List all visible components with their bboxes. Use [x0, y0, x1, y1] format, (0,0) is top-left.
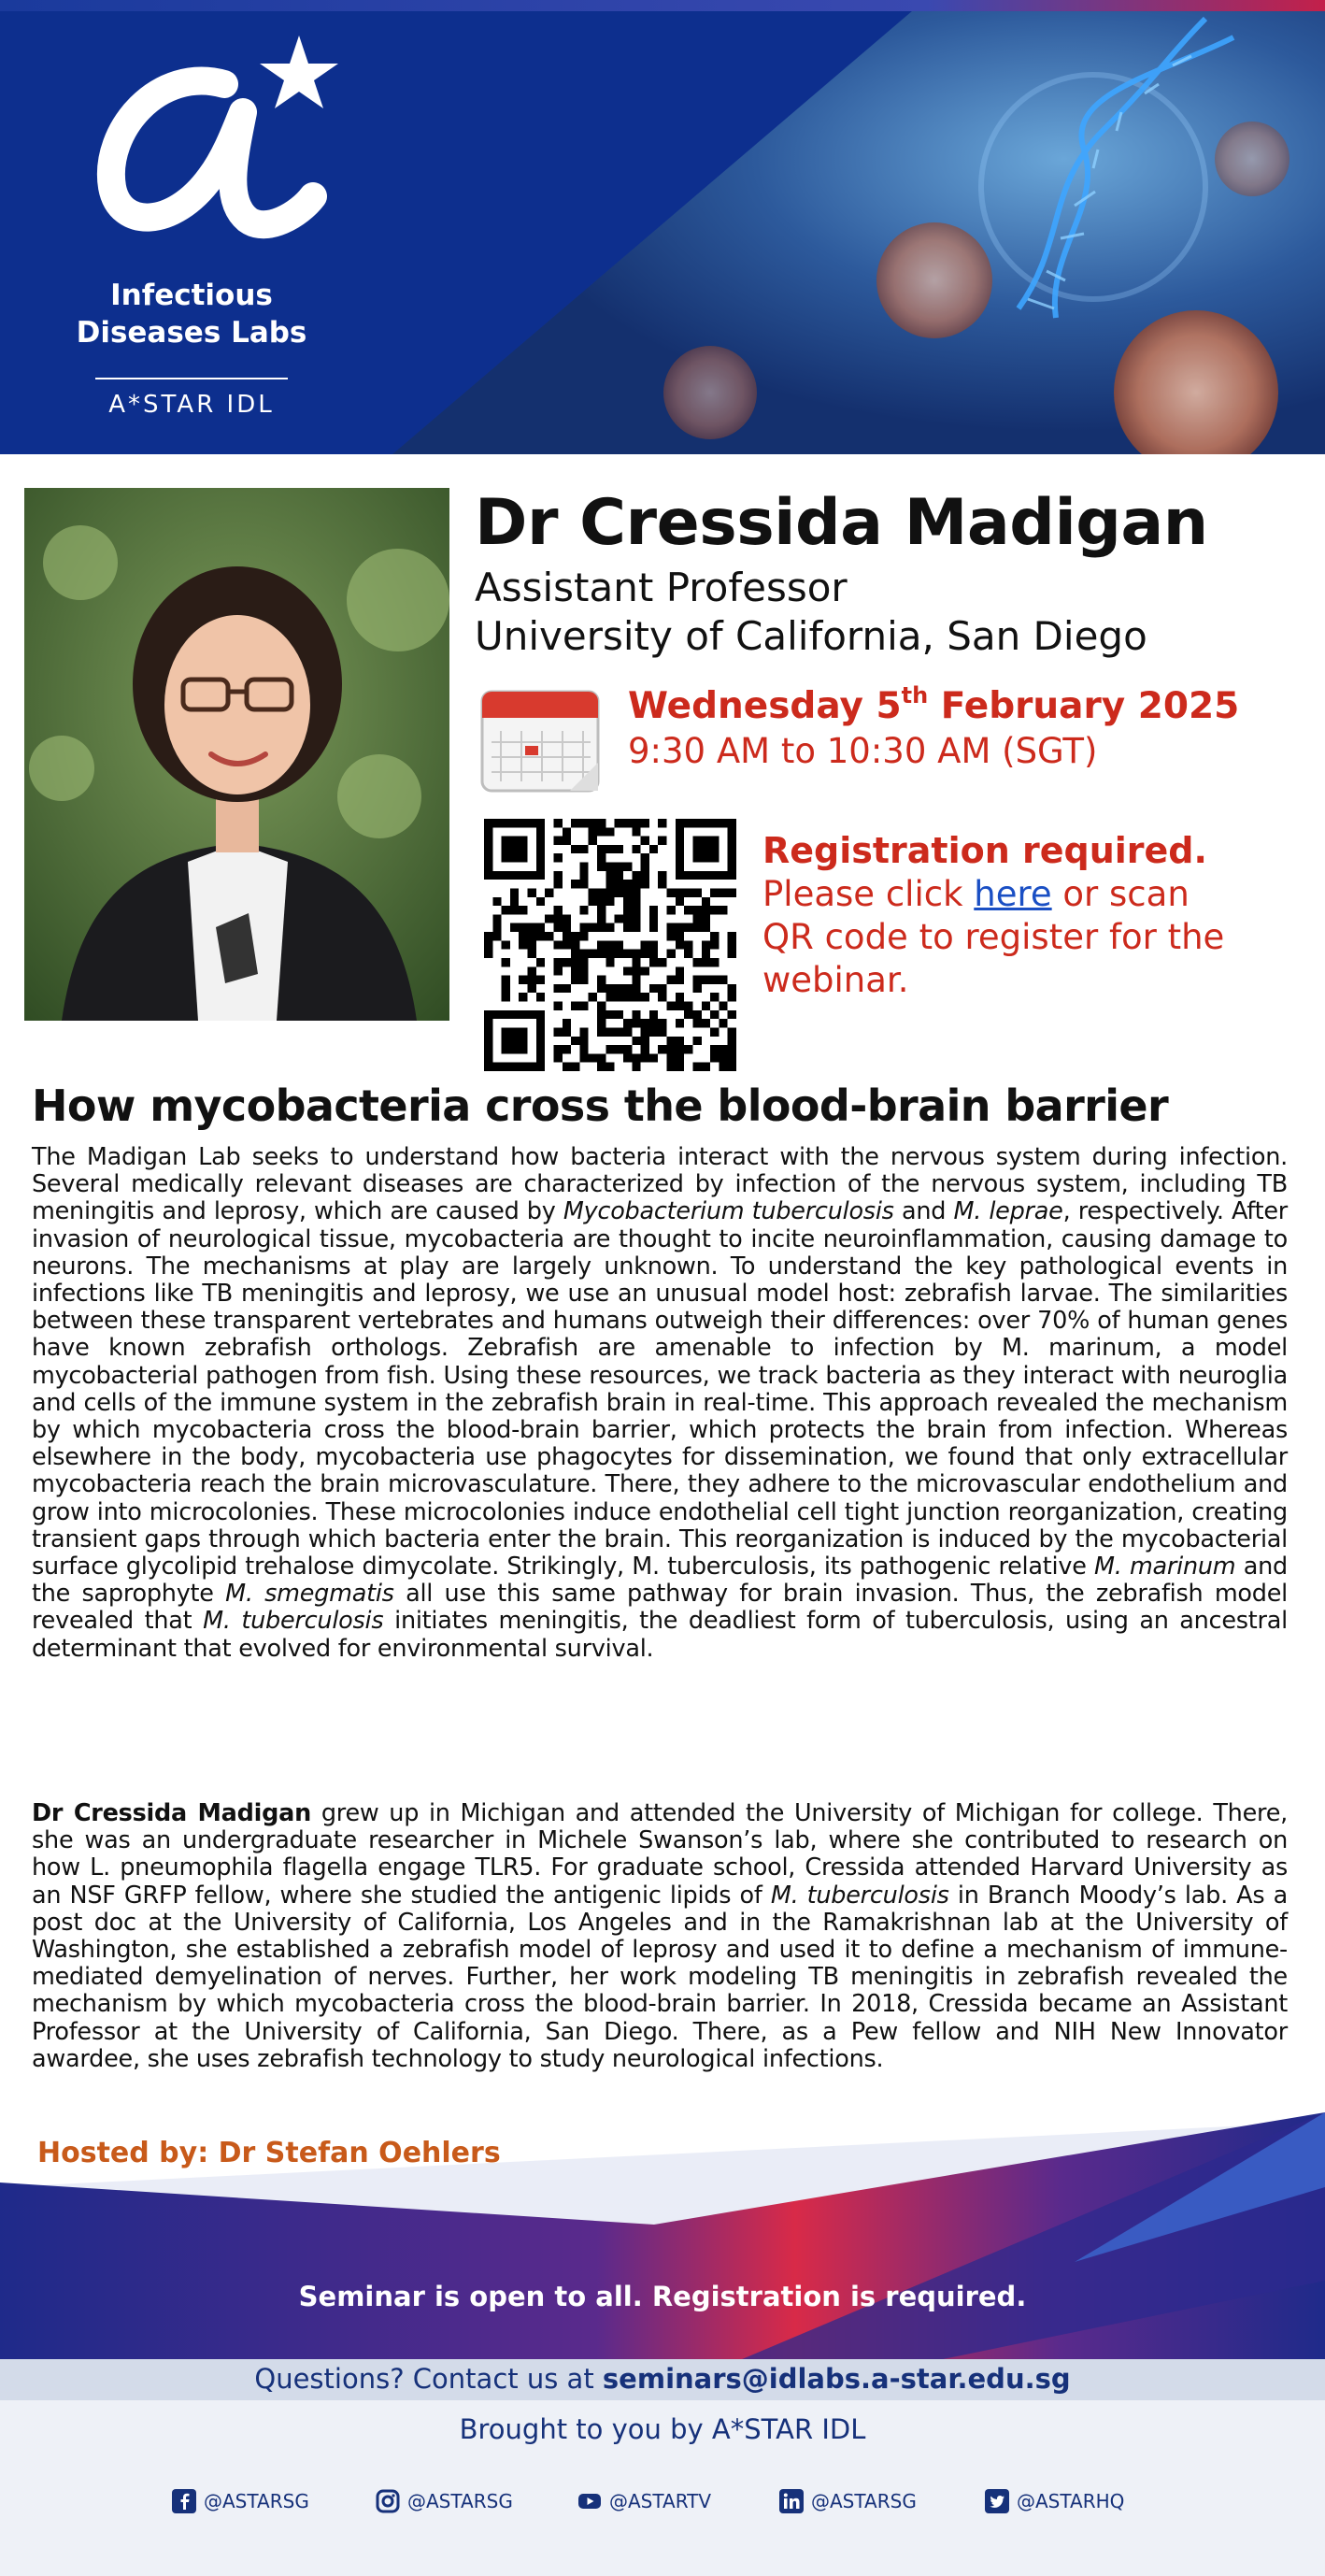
- social-handle: @ASTARHQ: [1017, 2490, 1125, 2512]
- twitter-icon: [985, 2489, 1009, 2513]
- social-twitter[interactable]: [985, 2483, 1124, 2520]
- brought-by: Brought to you by A*STAR IDL: [459, 2413, 866, 2445]
- social-instagram[interactable]: [376, 2483, 513, 2520]
- astar-a-logo-icon: [84, 28, 355, 252]
- bio-run: M. tuberculosis: [770, 1881, 949, 1910]
- talk.abstract-run: and the saprophyte: [32, 1553, 1288, 1609]
- talk.abstract-run: M. tuberculosis: [203, 1607, 384, 1636]
- speaker-affiliation: University of California, San Diego: [475, 613, 1147, 659]
- open-to-all-notice: Seminar is open to all. Registration is required.: [298, 2281, 1027, 2312]
- logo-subtitle: A*STAR IDL: [108, 391, 275, 419]
- speaker-title: Assistant Professor: [475, 565, 848, 610]
- youtube-icon: [577, 2489, 602, 2513]
- talk.abstract-run: initiates meningitis, the deadliest form of tuberculosis, using an ancestral determinant that evolved for environmental survival.: [32, 1607, 1288, 1663]
- calendar-icon: [478, 684, 604, 794]
- talk.abstract-run: Mycobacterium tuberculosis: [563, 1197, 894, 1226]
- talk.abstract-run: M. leprae: [953, 1197, 1063, 1226]
- talk.abstract-run: and: [893, 1197, 954, 1226]
- contact-email-link[interactable]: seminars@idlabs.a-star.edu.sg: [602, 2363, 1071, 2395]
- bio-run: grew up in Michigan and attended the University of Michigan for college. There, she was an undergraduate researcher in Michele Swanson’s lab, where she contributed to research on how L. pneumophila flagella engage TLR5. For graduate school, Cressida attended Harvard University as an NSF GRFP fellow, where she studied the antigenic lipids of: [32, 1799, 1288, 1910]
- host-line: Hosted by: Dr Stefan Oehlers: [37, 2137, 501, 2169]
- instagram-icon: [376, 2489, 400, 2513]
- social-handle: @ASTARSG: [811, 2490, 917, 2512]
- social-handle: @ASTARTV: [609, 2490, 712, 2512]
- speaker-portrait-image: [24, 488, 449, 1021]
- social-links: [0, 2483, 1325, 2520]
- logo-line-1: Infectious: [110, 279, 273, 312]
- linkedin-icon: [779, 2489, 804, 2513]
- talk-abstract: [32, 1144, 1288, 1663]
- registration-qr-code[interactable]: [484, 819, 736, 1071]
- social-handle: @ASTARSG: [204, 2490, 309, 2512]
- bio-run: Dr Cressida Madigan: [32, 1799, 312, 1827]
- social-facebook[interactable]: [172, 2483, 309, 2520]
- astar-idl-logo: [56, 28, 327, 430]
- event-date: Wednesday 5th February 2025: [628, 682, 1240, 727]
- footer-background-art: [0, 2084, 1325, 2365]
- bio-run: in Branch Moody’s lab. As a post doc at the University of California, Los Angeles and in the Ramakrishnan lab at the University of Washington, she established a zebrafish model of leprosy and used it to define a mechanism of immune-mediated demyelination of nerves. Further, her work modeling TB meningitis in zebrafish revealed the mechanism by which mycobacteria cross the blood-brain barrier. In 2018, Cressida became an Assistant Professor at the University of California, San Diego. There, as a Pew fellow and NIH New Innovator awardee, she uses zebrafish technology to study neurological infections.: [32, 1881, 1289, 2073]
- social-linkedin[interactable]: [779, 2483, 917, 2520]
- facebook-icon: [172, 2489, 196, 2513]
- speaker-bio: [32, 1800, 1288, 2073]
- talk.abstract-run: , respectively. After invasion of neurological tissue, mycobacteria are thought to incite neuroinflammation, causing damage to neurons. The mechanisms at play are largely unknown. To understand the key pathological events in infections like TB meningitis and leprosy, we use an unusual model host: zebrafish larvae. The similarities between these transparent vertebrates and humans outweigh their differences: over 70% of human genes have known zebrafish orthologs. Zebrafish are amenable to infection by M. marinum, a model mycobacterial pathogen from fish. Using these resources, we track bacteria as they interact with neuroglia and cells of the immune system in the zebrafish brain in real-time. This approach revealed the mechanism by which mycobacteria cross the blood-brain barrier, which protects the brain from infection. Whereas elsewhere in the body, mycobacteria use phagocytes for dissemination, we found that only extracellular mycobacteria reach the brain microvasculature. There, they adhere to the microvascular endothelium and grow into microcolonies. These microcolonies induce endothelial cell tight junction reorganization, creating transient gaps through which bacteria enter the brain. This reorganization is induced by the mycobacterial surface glycolipid trehalose dimycolate. Strikingly, M. tuberculosis, its pathogenic relative: [32, 1197, 1288, 1581]
- talk.abstract-run: all use this same pathway for brain invasion. Thus, the zebrafish model revealed that: [32, 1580, 1288, 1636]
- contact-line: Questions? Contact us at seminars@idlabs.a-star.edu.sg: [254, 2363, 1071, 2395]
- registration-link[interactable]: here: [974, 874, 1052, 914]
- talk.abstract-run: M. smegmatis: [225, 1580, 394, 1609]
- speaker-name: Dr Cressida Madigan: [475, 486, 1208, 560]
- talk-title: How mycobacteria cross the blood-brain barrier: [32, 1080, 1169, 1131]
- talk.abstract-run: The Madigan Lab seeks to understand how bacteria interact with the nervous system during infection. Several medically relevant diseases are characterized by infection of the nervous system, including TB meningitis and leprosy, which are caused by: [32, 1143, 1288, 1226]
- registration-title: Registration required.: [762, 830, 1207, 871]
- speaker-photo: [24, 488, 449, 1021]
- talk.abstract-run: M. marinum: [1093, 1553, 1236, 1581]
- social-handle: @ASTARSG: [407, 2490, 513, 2512]
- event-time: 9:30 AM to 10:30 AM (SGT): [628, 731, 1098, 771]
- header-banner: [0, 0, 1325, 454]
- social-youtube[interactable]: [577, 2483, 711, 2520]
- registration-instructions: Please click here or scan QR code to register for the webinar.: [762, 874, 1225, 1000]
- logo-line-2: Diseases Labs: [76, 316, 307, 350]
- logo-divider: [95, 378, 288, 379]
